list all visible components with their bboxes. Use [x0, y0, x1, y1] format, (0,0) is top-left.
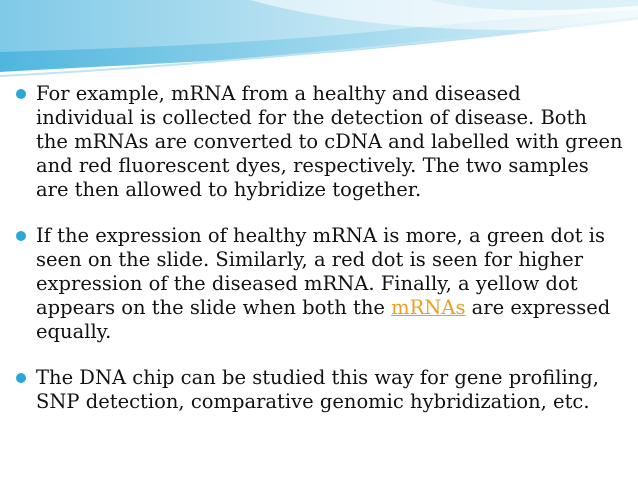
bullet-dot-icon	[16, 373, 26, 383]
bullet-dot-icon	[16, 231, 26, 241]
bullet-item-2	[14, 224, 624, 344]
bullet-list	[14, 82, 624, 436]
header-wave-decoration	[0, 0, 638, 80]
bullet-text-2-before: If the expression of healthy mRNA is more, a green dot is seen on the slide. Similarly, a red dot is seen for higher expression of the diseased mRNA. Finally, a yellow dot appears on the slide when both the	[36, 224, 606, 319]
bullet-text-3: The DNA chip can be studied this way for gene profiling, SNP detection, comparative genomic hybridization, etc.	[36, 366, 599, 413]
bullet-text-1: For example, mRNA from a healthy and diseased individual is collected for the detection of disease. Both the mRNAs are converted to cDNA and labelled with green and red fluorescent dyes, respectively. The two samples are then allowed to hybridize together.	[36, 82, 623, 201]
bullet-text-2-after: are expressed equally.	[36, 296, 611, 343]
mrnas-link[interactable]: mRNAs	[391, 296, 466, 319]
bullet-dot-icon	[16, 89, 26, 99]
bullet-item-1	[14, 82, 624, 202]
bullet-item-3	[14, 366, 624, 414]
